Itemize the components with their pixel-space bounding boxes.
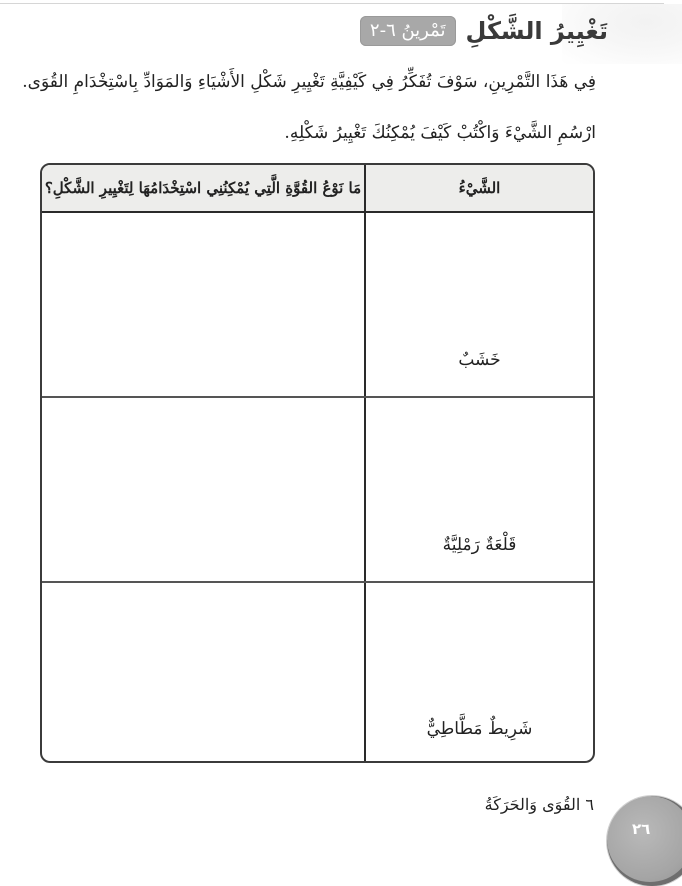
page-title: تَغْيِيرُ الشَّكْلِ	[465, 17, 608, 45]
cell-object: شَرِيطٌ مَطَّاطِيٌّ	[426, 719, 533, 739]
page-number: ٢٦	[632, 820, 651, 838]
header	[360, 14, 608, 48]
header-object: الشَّيْءُ	[458, 179, 501, 197]
cell-force-answer[interactable]	[42, 398, 366, 581]
page-number-circle	[607, 796, 682, 886]
exercise-badge: تَمْرينُ ٦-٢	[360, 16, 456, 46]
table-header	[42, 165, 593, 213]
intro-text: فِي هَذَا التَّمْرِينِ، سَوْفَ تُفَكِّرُ فِي كَيْفِيَّةِ تَغْيِيرِ شَكْلِ الأَشْيَاءِ وَالمَوَادِّ بِاسْتِخْدَامِ القُوَى.	[22, 72, 596, 92]
task-text: ارْسُمِ الشَّيْءَ وَاكْتُبْ كَيْفَ يُمْكِنُكَ تَغْيِيرُ شَكْلِهِ.	[284, 123, 596, 143]
worksheet-table	[40, 163, 595, 763]
table-row	[42, 398, 593, 583]
cell-force-answer[interactable]	[42, 213, 366, 396]
chapter-footer: ٦ القُوَى وَالحَرَكَةُ	[484, 795, 594, 814]
cell-object: قَلْعَةٌ رَمْلِيَّةٌ	[442, 535, 517, 555]
cell-force-answer[interactable]	[42, 583, 366, 763]
table-row	[42, 583, 593, 763]
cell-object: خَشَبٌ	[458, 350, 501, 370]
table-row	[42, 213, 593, 398]
header-force: مَا نَوْعُ القُوَّةِ الَّتِي يُمْكِنُنِي اسْتِخْدَامُهَا لِتَغْيِيرِ الشَّكْلِ؟	[42, 165, 366, 211]
